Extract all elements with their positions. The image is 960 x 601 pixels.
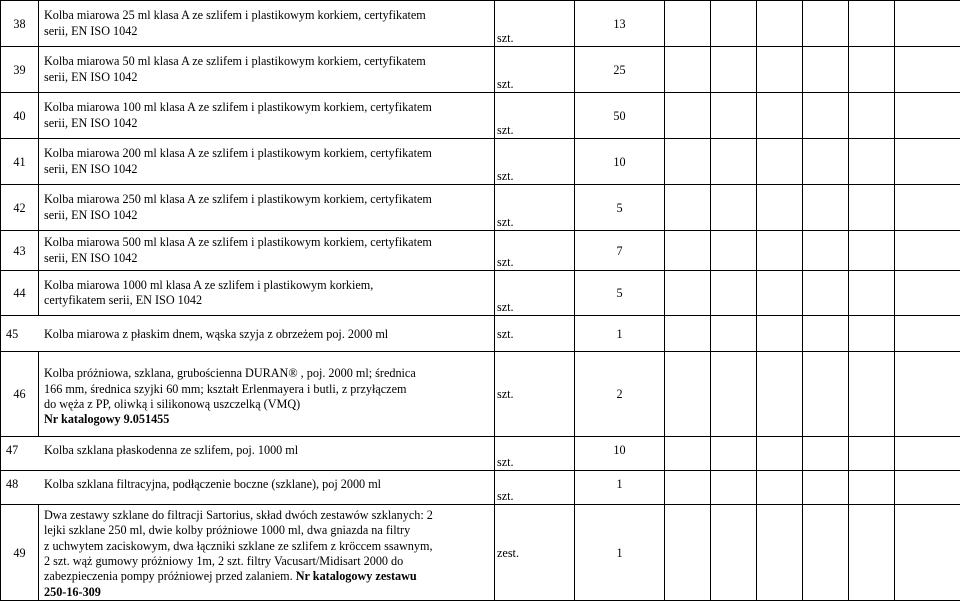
unit-cell: szt. [495, 471, 575, 505]
item-description: Kolba miarowa 200 ml klasa A ze szlifem i plastikowym korkiem, certyfikatem serii, EN ISO 1042 [39, 139, 495, 185]
empty-cell [895, 316, 960, 352]
empty-cell [665, 1, 711, 47]
empty-cell [895, 139, 960, 185]
table-row [1, 47, 960, 93]
item-description: Kolba miarowa 250 ml klasa A ze szlifem i plastikowym korkiem, certyfikatem serii, EN ISO 1042 [39, 185, 495, 231]
empty-cell [895, 93, 960, 139]
empty-cell [895, 231, 960, 271]
row-number: 46 [1, 352, 39, 437]
empty-cell [895, 505, 960, 601]
table-row [1, 139, 960, 185]
empty-cell [711, 231, 757, 271]
unit-cell: szt. [495, 316, 575, 352]
empty-cell [803, 437, 849, 471]
empty-cell [895, 471, 960, 505]
row-number: 41 [1, 139, 39, 185]
empty-cell [665, 139, 711, 185]
empty-cell [757, 271, 803, 316]
quantity-cell: 10 [575, 139, 665, 185]
empty-cell [711, 185, 757, 231]
empty-cell [665, 316, 711, 352]
empty-cell [665, 271, 711, 316]
quantity-cell: 13 [575, 1, 665, 47]
unit-cell: szt. [495, 231, 575, 271]
empty-cell [895, 1, 960, 47]
item-description: Dwa zestawy szklane do filtracji Sartorius, skład dwóch zestawów szklanych: 2 lejki szklane 250 ml, dwie kolby próżniowe 1000 ml, dwa gniazda na filtry z uchwytem zaciskowym, dwa łączniki szklane ze szlifem z kröccem ssawnym, 2 szt. wąż gumowy próżniowy 1m, 2 szt. filtry Vacusart/Midisart 2000 do zabezpieczenia pompy próżniowej przed zalaniem. Nr katalogowy zestawu 250-16-309 [39, 505, 495, 601]
empty-cell [757, 47, 803, 93]
empty-cell [711, 352, 757, 437]
row-number: 39 [1, 47, 39, 93]
row-number: 43 [1, 231, 39, 271]
empty-cell [895, 185, 960, 231]
empty-cell [849, 139, 895, 185]
empty-cell [803, 471, 849, 505]
row-number: 47 [6, 443, 44, 457]
empty-cell [803, 352, 849, 437]
quantity-cell: 1 [575, 471, 665, 505]
table-row [1, 505, 960, 601]
empty-cell [711, 47, 757, 93]
unit-cell: szt. [495, 139, 575, 185]
empty-cell [665, 352, 711, 437]
empty-cell [711, 1, 757, 47]
quantity-cell: 7 [575, 231, 665, 271]
empty-cell [849, 505, 895, 601]
item-description: Kolba miarowa 500 ml klasa A ze szlifem i plastikowym korkiem, certyfikatem serii, EN ISO 1042 [39, 231, 495, 271]
unit-cell: szt. [495, 185, 575, 231]
table-row [1, 352, 960, 437]
item-description: Kolba próżniowa, szklana, grubościenna DURAN® , poj. 2000 ml; średnica 166 mm, średnica szyjki 60 mm; kształt Erlenmayera i butli, z przyłączem do węża z PP, oliwką i silikonową uszczelką (VMQ) Nr katalogowy 9.051455 [39, 352, 495, 437]
empty-cell [711, 316, 757, 352]
unit-cell: zest. [495, 505, 575, 601]
table-row [1, 471, 960, 505]
table-row [1, 437, 960, 471]
empty-cell [803, 185, 849, 231]
empty-cell [757, 185, 803, 231]
unit-cell: szt. [495, 352, 575, 437]
empty-cell [757, 139, 803, 185]
table-row [1, 231, 960, 271]
quantity-cell: 2 [575, 352, 665, 437]
empty-cell [665, 231, 711, 271]
quantity-cell: 1 [575, 316, 665, 352]
quantity-cell: 5 [575, 185, 665, 231]
quantity-cell: 50 [575, 93, 665, 139]
item-description: 47 Kolba szklana płaskodenna ze szlifem, poj. 1000 ml [1, 437, 495, 471]
empty-cell [849, 1, 895, 47]
item-description: Kolba miarowa 100 ml klasa A ze szlifem i plastikowym korkiem, certyfikatem serii, EN ISO 1042 [39, 93, 495, 139]
empty-cell [849, 93, 895, 139]
empty-cell [803, 505, 849, 601]
unit-cell: szt. [495, 437, 575, 471]
empty-cell [803, 47, 849, 93]
empty-cell [849, 471, 895, 505]
empty-cell [757, 505, 803, 601]
empty-cell [849, 316, 895, 352]
row-number: 49 [1, 505, 39, 601]
empty-cell [803, 231, 849, 271]
item-description: Kolba miarowa 50 ml klasa A ze szlifem i plastikowym korkiem, certyfikatem serii, EN ISO 1042 [39, 47, 495, 93]
empty-cell [757, 471, 803, 505]
quantity-cell: 1 [575, 505, 665, 601]
empty-cell [757, 231, 803, 271]
empty-cell [849, 47, 895, 93]
empty-cell [757, 93, 803, 139]
unit-cell: szt. [495, 271, 575, 316]
empty-cell [711, 471, 757, 505]
unit-cell: szt. [495, 47, 575, 93]
empty-cell [711, 139, 757, 185]
empty-cell [803, 139, 849, 185]
empty-cell [711, 93, 757, 139]
empty-cell [757, 1, 803, 47]
empty-cell [895, 271, 960, 316]
empty-cell [849, 271, 895, 316]
empty-cell [849, 352, 895, 437]
item-description: 48 Kolba szklana filtracyjna, podłączenie boczne (szklane), poj 2000 ml [1, 471, 495, 505]
unit-cell: szt. [495, 1, 575, 47]
empty-cell [757, 437, 803, 471]
row-number: 48 [6, 477, 44, 491]
table-row [1, 1, 960, 47]
empty-cell [711, 271, 757, 316]
table-row [1, 271, 960, 316]
row-number: 45 [6, 327, 44, 341]
empty-cell [849, 231, 895, 271]
row-number: 40 [1, 93, 39, 139]
table-row [1, 93, 960, 139]
unit-cell: szt. [495, 93, 575, 139]
empty-cell [665, 93, 711, 139]
quantity-cell: 25 [575, 47, 665, 93]
empty-cell [665, 437, 711, 471]
empty-cell [895, 437, 960, 471]
row-number: 42 [1, 185, 39, 231]
empty-cell [665, 185, 711, 231]
quantity-cell: 5 [575, 271, 665, 316]
empty-cell [665, 505, 711, 601]
empty-cell [665, 471, 711, 505]
table-row [1, 185, 960, 231]
empty-cell [711, 437, 757, 471]
empty-cell [849, 437, 895, 471]
row-number: 38 [1, 1, 39, 47]
quantity-cell: 10 [575, 437, 665, 471]
item-description: Kolba miarowa 25 ml klasa A ze szlifem i plastikowym korkiem, certyfikatem serii, EN ISO 1042 [39, 1, 495, 47]
row-number: 44 [1, 271, 39, 316]
empty-cell [803, 316, 849, 352]
empty-cell [895, 47, 960, 93]
empty-cell [711, 505, 757, 601]
table-row [1, 316, 960, 352]
empty-cell [803, 93, 849, 139]
empty-cell [895, 352, 960, 437]
item-description: Kolba miarowa 1000 ml klasa A ze szlifem i plastikowym korkiem, certyfikatem serii, EN ISO 1042 [39, 271, 495, 316]
empty-cell [665, 47, 711, 93]
empty-cell [803, 1, 849, 47]
empty-cell [803, 271, 849, 316]
item-description: 45 Kolba miarowa z płaskim dnem, wąska szyja z obrzeżem poj. 2000 ml [1, 316, 495, 352]
empty-cell [757, 316, 803, 352]
empty-cell [757, 352, 803, 437]
empty-cell [849, 185, 895, 231]
